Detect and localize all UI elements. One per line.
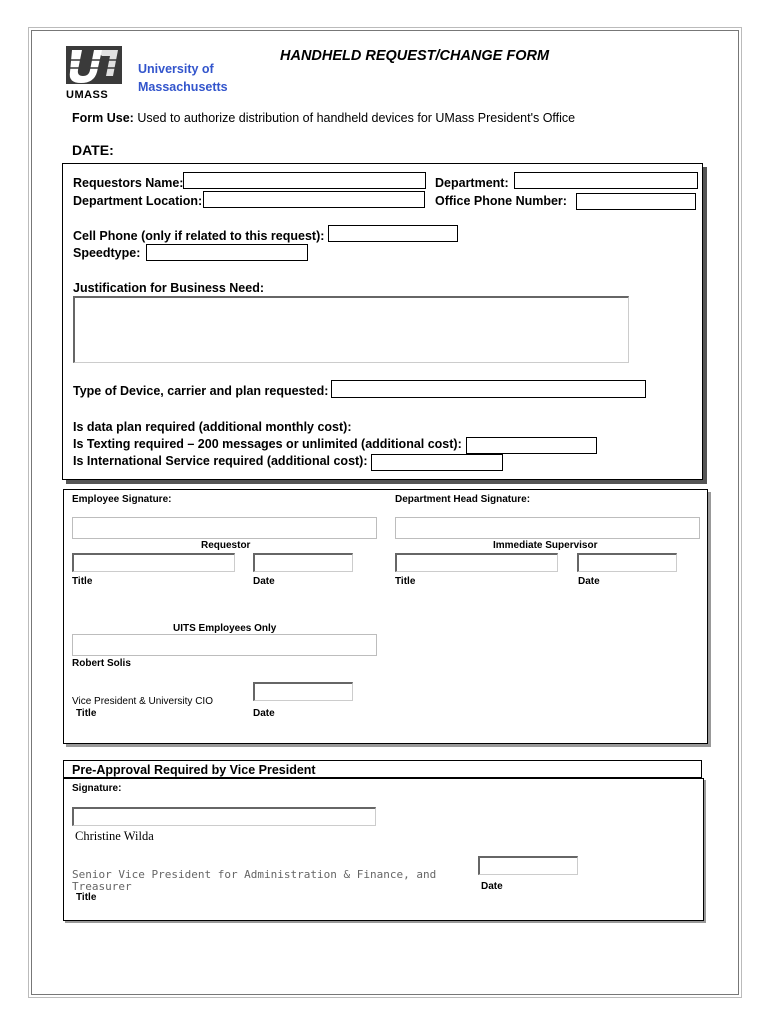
supervisor-date-field[interactable]: [577, 553, 677, 572]
preapproval-signature-field[interactable]: [72, 807, 376, 826]
preapproval-position-line1: Senior Vice President for Administration & Finance, and: [72, 868, 437, 881]
requestor-title-field[interactable]: [72, 553, 235, 572]
cell-phone-label: Cell Phone (only if related to this request):: [73, 229, 325, 243]
data-plan-label: Is data plan required (additional monthly cost):: [73, 420, 352, 434]
uits-employees-only-label: UITS Employees Only: [173, 623, 277, 634]
form-use-label: Form Use:: [72, 111, 134, 125]
department-location-field[interactable]: [203, 191, 425, 208]
department-field[interactable]: [514, 172, 698, 189]
cell-phone-field[interactable]: [328, 225, 458, 242]
justification-label: Justification for Business Need:: [73, 281, 265, 295]
preapproval-title-caption: Title: [76, 892, 97, 903]
requestor-title-caption: Title: [72, 576, 93, 587]
texting-label: Is Texting required – 200 messages or unlimited (additional cost):: [73, 437, 462, 451]
international-label: Is International Service required (additional cost):: [73, 454, 368, 468]
texting-field[interactable]: [466, 437, 597, 454]
justification-textarea[interactable]: [73, 296, 629, 363]
preapproval-date-field[interactable]: [478, 856, 578, 875]
international-field[interactable]: [371, 454, 503, 471]
preapproval-header: Pre-Approval Required by Vice President: [72, 763, 316, 777]
umass-logo-mark-icon: [66, 46, 122, 84]
requestor-date-field[interactable]: [253, 553, 353, 572]
department-label: Department:: [435, 176, 509, 190]
employee-signature-label: Employee Signature:: [72, 494, 172, 505]
speedtype-label: Speedtype:: [73, 246, 141, 260]
supervisor-date-caption: Date: [578, 576, 600, 587]
requestor-name-field[interactable]: [183, 172, 426, 189]
umass-logo-text: UMASS: [66, 89, 109, 101]
supervisor-title-caption: Title: [395, 576, 416, 587]
cio-date-caption: Date: [253, 708, 275, 719]
office-phone-label: Office Phone Number:: [435, 194, 567, 208]
preapproval-position-line2: Treasurer: [72, 880, 132, 893]
supervisor-title-field[interactable]: [395, 553, 558, 572]
employee-signature-field[interactable]: [72, 517, 377, 539]
cio-position: Vice President & University CIO: [72, 696, 213, 707]
cio-date-field[interactable]: [253, 682, 353, 701]
requestor-caption: Requestor: [201, 540, 251, 551]
form-title: HANDHELD REQUEST/CHANGE FORM: [280, 48, 550, 64]
preapproval-date-caption: Date: [481, 881, 503, 892]
cio-name: Robert Solis: [72, 658, 131, 669]
speedtype-field[interactable]: [146, 244, 308, 261]
preapproval-signature-label: Signature:: [72, 783, 122, 794]
office-phone-field[interactable]: [576, 193, 696, 210]
umass-logo: [66, 46, 122, 101]
cio-title-caption: Title: [76, 708, 97, 719]
department-head-signature-field[interactable]: [395, 517, 700, 539]
device-type-label: Type of Device, carrier and plan requested:: [73, 384, 329, 398]
cio-signature-field[interactable]: [72, 634, 377, 656]
device-type-field[interactable]: [331, 380, 646, 398]
date-label: DATE:: [72, 142, 114, 158]
department-location-label: Department Location:: [73, 194, 203, 208]
form-use-text: Used to authorize distribution of handheld devices for UMass President's Office: [137, 111, 576, 125]
university-name-line2: Massachusetts: [138, 80, 228, 94]
immediate-supervisor-caption: Immediate Supervisor: [493, 540, 598, 551]
university-name-line1: University of: [138, 62, 214, 76]
requestor-name-label: Requestors Name:: [73, 176, 184, 190]
form-use: [72, 111, 575, 125]
department-head-signature-label: Department Head Signature:: [395, 494, 531, 505]
preapproval-name: Christine Wilda: [75, 829, 154, 843]
preapproval-section: [63, 778, 704, 921]
requestor-date-caption: Date: [253, 576, 275, 587]
